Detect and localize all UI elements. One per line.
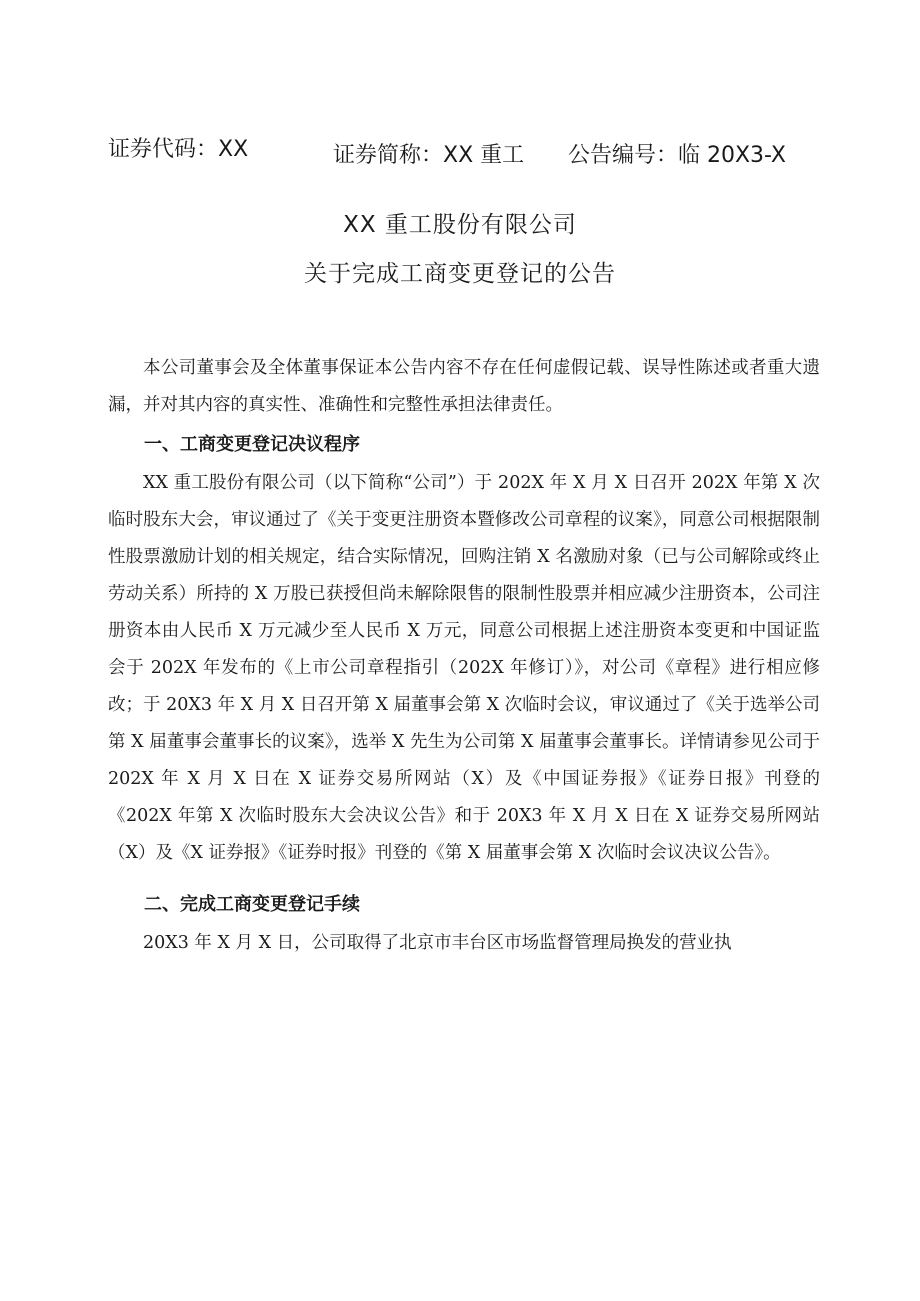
board-statement: 本公司董事会及全体董事保证本公告内容不存在任何虚假记载、误导性陈述或者重大遗漏，并对其内容的真实性、准确性和完整性承担法律责任。 — [108, 358, 820, 415]
company-name: XX 重工股份有限公司 — [343, 212, 577, 238]
section-heading-1: 一、工商变更登记决议程序 — [144, 434, 360, 455]
stock-abbreviation: 证券简称：XX 重工 — [333, 143, 525, 168]
announcement-number: 公告编号：临 20X3-X — [568, 143, 786, 168]
section-paragraph-2: 20X3 年 X 月 X 日，公司取得了北京市丰台区市场监督管理局换发的营业执 — [143, 933, 732, 953]
announcement-body — [108, 350, 820, 962]
announcement-header — [0, 128, 920, 168]
announcement-title: 关于完成工商变更登记的公告 — [304, 261, 616, 287]
section-heading-2: 二、完成工商变更登记手续 — [144, 894, 360, 915]
section-paragraph-1: XX 重工股份有限公司（以下简称“公司”）于 202X 年 X 月 X 日召开 202X 年第 X 次临时股东大会，审议通过了《关于变更注册资本暨修改公司章程的议案》，同意公司根据限制性股票激励计划的相关规定，结合实际情况，回购注销 X 名激励对象（已与公司解除或终止劳动关系）所持的 X 万股已获授但尚未解除限售的限制性股票并相应减少注册资本，公司注册资本由人民币 X 万元减少至人民币 X 万元，同意公司根据上述注册资本变更和中国证监会于 202X 年发布的《上市公司章程指引（202X 年修订）》，对公司《章程》进行相应修改；于 20X3 年 X 月 X 日召开第 X 届董事会第 X 次临时会议，审议通过了《关于选举公司第 X 届董事会董事长的议案》，选举 X 先生为公司第 X 届董事会董事长。详情请参见公司于 202X 年 X 月 X 日在 X 证券交易所网站（X）及《中国证券报》《证券日报》刊登的《202X 年第 X 次临时股东大会决议公告》和于 20X3 年 X 月 X 日在 X 证券交易所网站（X）及《X 证券报》《证券时报》刊登的《第 X 届董事会第 X 次临时会议决议公告》。 — [108, 473, 820, 863]
stock-code: 证券代码：XX — [108, 137, 249, 162]
